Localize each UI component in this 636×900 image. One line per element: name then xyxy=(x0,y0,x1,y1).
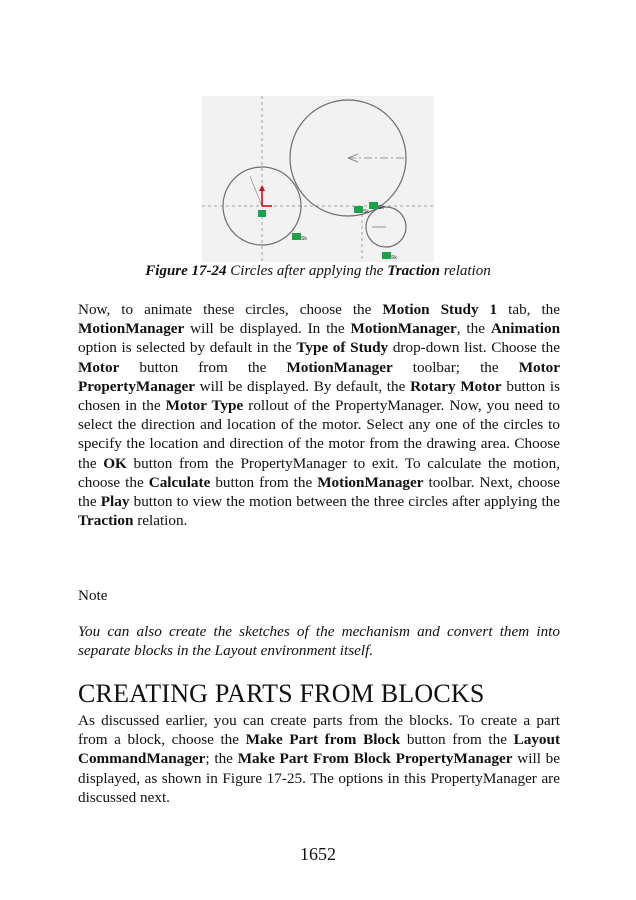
bold-term: Layout CommandManager xyxy=(78,731,561,768)
body-paragraph-make-part xyxy=(78,711,560,807)
text-run: , the xyxy=(456,320,491,338)
circles-sketch-drawing xyxy=(202,96,434,262)
bold-term: Motor xyxy=(78,358,120,376)
text-run: will be displayed. By default, the xyxy=(194,377,411,395)
text-run: button to view the motion between the three circles after applying the xyxy=(129,493,560,511)
text-run: rollout of the PropertyManager. Now, you need to select the direction and location of the motor. Select any one of the circles to specify the location and direction of the motor from the drawing area. Choose the xyxy=(78,397,561,472)
text-run: As discussed earlier, you can create parts from the blocks. To create a part from a block, choose the xyxy=(78,712,560,749)
text-run: will be displayed, as shown in Figure 17-25. The options in this PropertyManager are discussed next. xyxy=(78,750,561,806)
bold-term: Calculate xyxy=(148,473,211,491)
page-number: 1652 xyxy=(300,844,336,864)
text-run: option is selected by default in the xyxy=(78,339,297,357)
bold-term: MotionManager xyxy=(350,320,457,338)
note-text: You can also create the sketches of the mechanism and convert them into separate blocks in the Layout environment itself. xyxy=(78,623,560,660)
figure-number: Figure 17-24 xyxy=(145,263,227,279)
bold-term: Motion Study 1 xyxy=(382,301,498,318)
bold-term: Play xyxy=(100,493,130,511)
caption-text-before: Circles after applying the xyxy=(226,263,388,279)
relation-marker xyxy=(258,210,266,217)
bold-term: OK xyxy=(103,454,127,472)
text-run: toolbar; the xyxy=(392,358,519,376)
bold-term: Motor Type xyxy=(165,397,244,415)
text-run: drop-down list. Choose the xyxy=(388,339,560,357)
bold-term: Motor PropertyManager xyxy=(78,358,561,395)
text-run: toolbar. Next, choose the xyxy=(78,473,560,511)
caption-text-after: relation xyxy=(440,263,491,279)
body-paragraph-motion-study xyxy=(78,300,560,530)
drawing-background xyxy=(202,96,434,262)
bold-term: Make Part from Block xyxy=(245,731,401,749)
bold-term: MotionManager xyxy=(286,358,393,376)
bold-term: Make Part From Block PropertyManager xyxy=(237,750,513,768)
bold-term: MotionManager xyxy=(78,320,185,338)
text-run: button from the xyxy=(210,473,318,491)
text-run: Now, to animate these circles, choose the xyxy=(78,301,383,318)
text-run: button from the PropertyManager to exit. To calculate the motion, choose the xyxy=(78,454,560,491)
text-run: button from the xyxy=(119,358,287,376)
bold-term: Type of Study xyxy=(296,339,389,357)
marker-label: Sk xyxy=(301,236,307,242)
text-run: tab, the xyxy=(497,301,560,318)
bold-term: MotionManager xyxy=(317,473,424,491)
marker-label: Sk xyxy=(391,255,397,261)
text-run: will be displayed. In the xyxy=(184,320,351,338)
figure-caption xyxy=(0,263,636,280)
text-run: ; the xyxy=(205,750,238,768)
marker-label: Sk xyxy=(378,205,384,211)
note-label: Note xyxy=(78,587,108,604)
bold-term: Animation xyxy=(490,320,561,338)
text-run: button from the xyxy=(400,731,514,749)
section-heading: CREATING PARTS FROM BLOCKS xyxy=(78,679,485,708)
figure-17-24-circles xyxy=(202,96,434,262)
text-run: button is chosen in the xyxy=(78,377,560,415)
caption-term: Traction xyxy=(387,263,440,279)
text-run: relation. xyxy=(133,512,188,530)
bold-term: Traction xyxy=(78,512,134,530)
marker-label: Sk xyxy=(363,209,369,215)
bold-term: Rotary Motor xyxy=(410,377,502,395)
